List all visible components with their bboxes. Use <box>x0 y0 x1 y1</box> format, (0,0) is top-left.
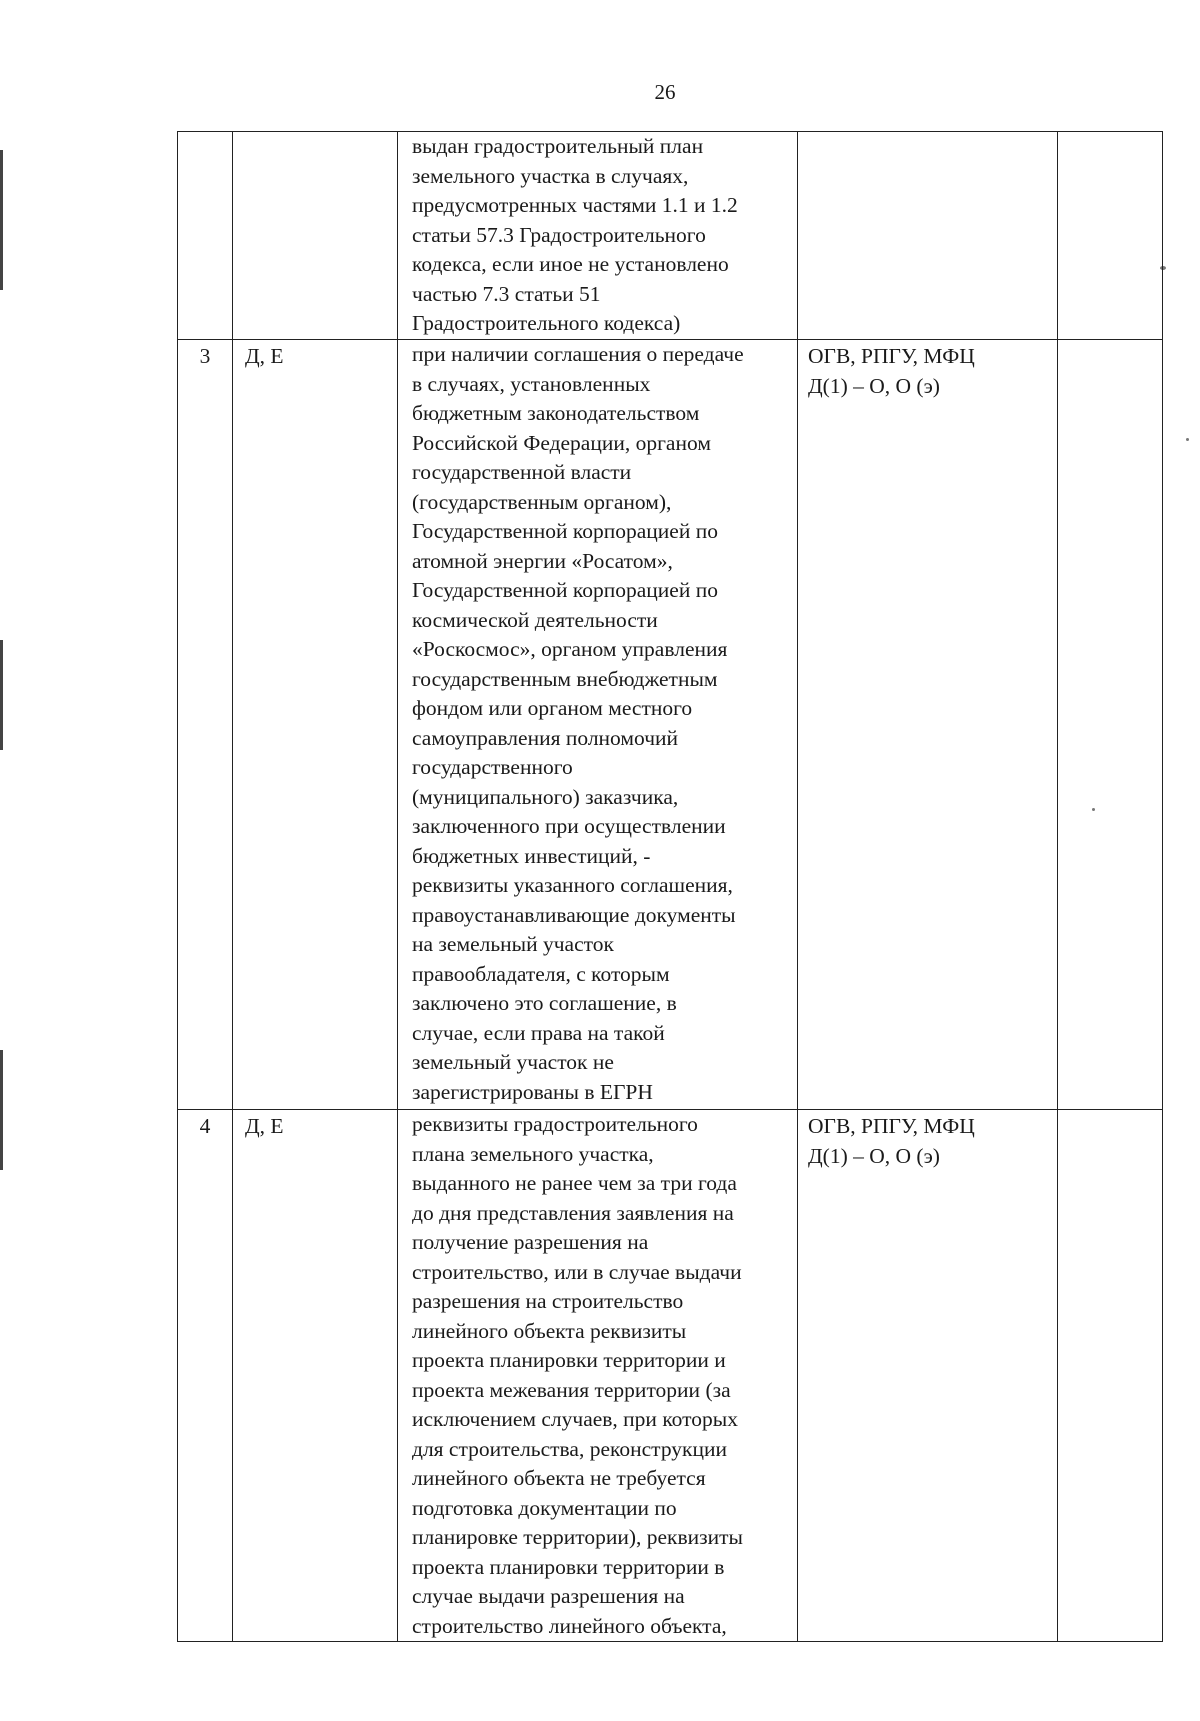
description-line: до дня представления заявления на <box>412 1200 734 1225</box>
description-cell <box>398 1110 798 1642</box>
description-line: подготовка документации по <box>412 1495 677 1520</box>
description-line: проекта планировки территории в <box>412 1554 725 1579</box>
description-line: плана земельного участка, <box>412 1141 654 1166</box>
page-number: 26 <box>654 80 676 104</box>
description-line: государственной власти <box>412 460 632 484</box>
description-cell <box>398 340 798 1110</box>
description-line: проекта планировки территории и <box>412 1348 726 1372</box>
description-line: Градостроительного кодекса) <box>412 311 681 335</box>
description-line: атомной энергии «Росатом», <box>412 548 673 573</box>
description-line: фондом или органом местного <box>412 696 693 720</box>
description-line: выданного не ранее чем за три года <box>412 1171 737 1195</box>
description-line: получение разрешения на <box>412 1230 649 1254</box>
description-line: заключено это соглашение, в <box>412 991 677 1015</box>
empty-cell <box>1058 340 1163 1110</box>
description-line: правоустанавливающие документы <box>412 902 736 927</box>
description-line: при наличии соглашения о передаче <box>412 342 744 366</box>
description-line: проекта межевания территории (за <box>412 1377 731 1402</box>
description-line: предусмотренных частями 1.1 и 1.2 <box>412 193 738 217</box>
scan-edge-mark <box>0 150 3 290</box>
description-line: на земельный участок <box>412 932 614 956</box>
source-line: ОГВ, РПГУ, МФЦ <box>808 344 975 368</box>
description-line: строительство, или в случае выдачи <box>412 1259 742 1284</box>
description-line: земельного участка в случаях, <box>412 163 689 188</box>
scan-edge-mark <box>0 1050 3 1170</box>
source-cell <box>798 1110 1058 1642</box>
row-number-cell: 3 <box>178 340 233 1110</box>
document-type-cell: Д, Е <box>233 1110 398 1642</box>
scan-speck <box>1186 438 1189 441</box>
description-line: «Роскосмос», органом управления <box>412 637 728 661</box>
description-line: реквизиты градостроительного <box>412 1112 698 1136</box>
description-line: Государственной корпорацией по <box>412 578 718 602</box>
requirements-table <box>177 131 1163 1642</box>
description-line: (государственным органом), <box>412 489 672 514</box>
description-line: (муниципального) заказчика, <box>412 784 679 809</box>
description-line: случае, если права на такой <box>412 1020 665 1045</box>
table-row <box>178 340 1163 1110</box>
document-type-cell: Д, Е <box>233 340 398 1110</box>
description-line: зарегистрированы в ЕГРН <box>412 1079 653 1104</box>
table-body <box>178 132 1163 1642</box>
description-line: строительство линейного объекта, <box>412 1613 727 1638</box>
description-line: планировке территории), реквизиты <box>412 1525 743 1549</box>
description-line: исключением случаев, при которых <box>412 1407 738 1431</box>
description-line: реквизиты указанного соглашения, <box>412 873 733 897</box>
description-line: Российской Федерации, органом <box>412 430 711 455</box>
description-line: линейного объекта не требуется <box>412 1466 706 1490</box>
description-line: выдан градостроительный план <box>412 134 704 158</box>
description-line: линейного объекта реквизиты <box>412 1318 687 1343</box>
table-row <box>178 1110 1163 1642</box>
row-number-cell: 4 <box>178 1110 233 1642</box>
scan-edge-mark <box>0 640 3 750</box>
description-line: государственным внебюджетным <box>412 666 718 691</box>
description-line: Государственной корпорацией по <box>412 519 718 543</box>
description-line: правообладателя, с которым <box>412 961 670 986</box>
description-line: в случаях, установленных <box>412 371 651 396</box>
description-cell <box>398 132 798 340</box>
row-number-cell <box>178 132 233 340</box>
description-line: случае выдачи разрешения на <box>412 1584 685 1608</box>
description-line: для строительства, реконструкции <box>412 1436 727 1461</box>
description-line: бюджетных инвестиций, - <box>412 843 651 868</box>
description-line: государственного <box>412 755 573 779</box>
description-line: кодекса, если иное не установлено <box>412 252 729 276</box>
table-row <box>178 132 1163 340</box>
source-line: Д(1) – О, О (э) <box>808 373 940 398</box>
document-type-cell <box>233 132 398 340</box>
description-line: заключенного при осуществлении <box>412 814 726 838</box>
description-line: разрешения на строительство <box>412 1289 684 1313</box>
source-line: ОГВ, РПГУ, МФЦ <box>808 1114 975 1138</box>
source-cell <box>798 340 1058 1110</box>
empty-cell <box>1058 132 1163 340</box>
description-line: самоуправления полномочий <box>412 725 679 750</box>
description-line: статьи 57.3 Градостроительного <box>412 222 706 247</box>
source-line: Д(1) – О, О (э) <box>808 1143 940 1168</box>
source-cell <box>798 132 1058 340</box>
empty-cell <box>1058 1110 1163 1642</box>
description-line: земельный участок не <box>412 1050 614 1074</box>
description-line: космической деятельности <box>412 607 658 632</box>
description-line: частью 7.3 статьи 51 <box>412 281 601 306</box>
description-line: бюджетным законодательством <box>412 401 700 425</box>
